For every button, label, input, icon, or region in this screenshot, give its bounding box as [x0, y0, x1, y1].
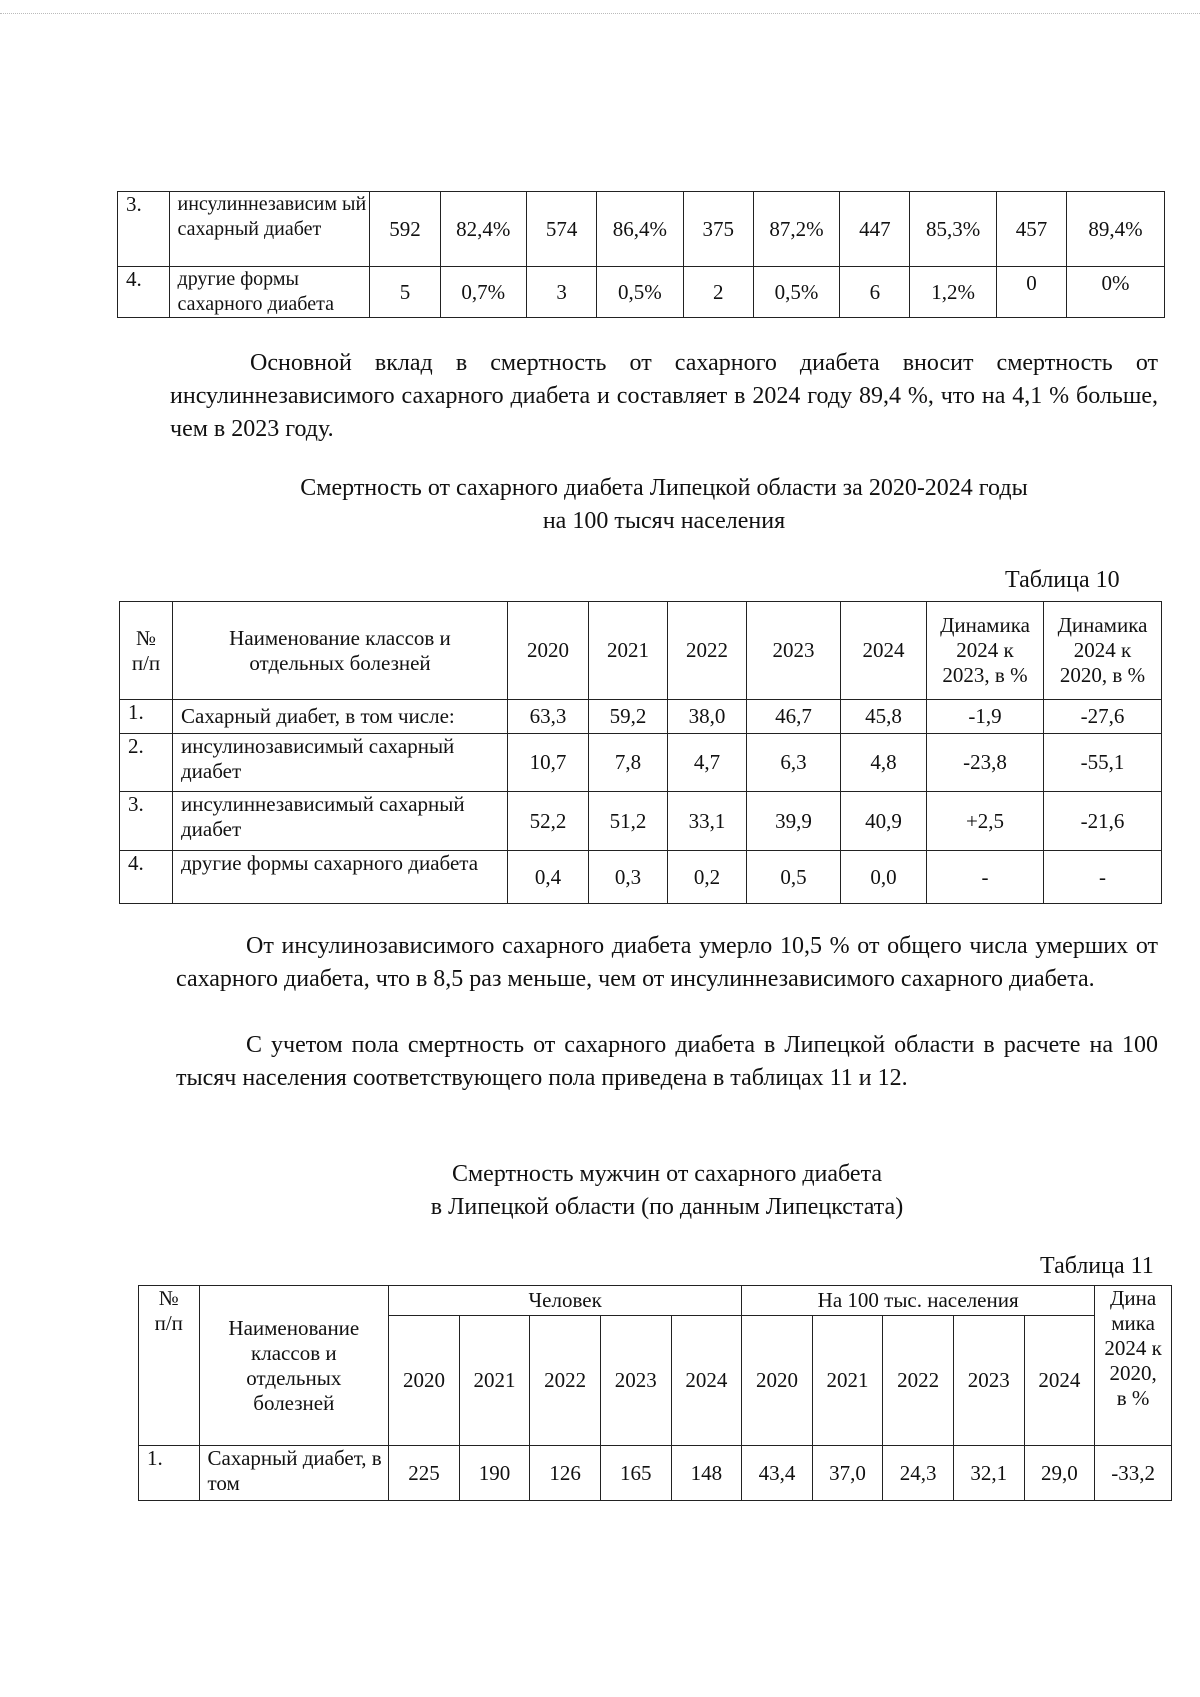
paragraph-2: От инсулинозависимого сахарного диабета умерло 10,5 % от общего числа умерших от сахарного диабета, что в 8,5 раз меньше, чем от инсулиннезависимого сахарного диабета.	[176, 933, 1158, 992]
table-cell: +2,5	[927, 792, 1044, 851]
paragraph-1: Основной вклад в смертность от сахарного диабета вносит смертность от инсулиннезависимого сахарного диабета и составляет в 2024 году 89,4 %, что на 4,1 % больше, чем в 2023 году.	[170, 350, 1158, 442]
table-cell: 0,3	[589, 851, 668, 904]
table-cell: 63,3	[508, 700, 589, 734]
table-cell: 0,0	[841, 851, 927, 904]
table-cell: -	[927, 851, 1044, 904]
table-cell: 0,2	[668, 851, 747, 904]
table-row	[120, 734, 1162, 792]
header-year: 2022	[530, 1316, 601, 1446]
row-number: 1.	[139, 1446, 200, 1501]
table-cell: -21,6	[1044, 792, 1162, 851]
table-cell: 0,5	[747, 851, 841, 904]
table-cell: 1,2%	[910, 267, 997, 318]
table-cell: 45,8	[841, 700, 927, 734]
table-cell: 574	[527, 192, 597, 267]
header-dynamics: Дина мика 2024 к 2020, в %	[1095, 1286, 1172, 1446]
header-year: 2020	[508, 602, 589, 700]
table-cell: 2	[683, 267, 753, 318]
table-cell: 447	[840, 192, 910, 267]
header-name: Наименование классов и отдельных болезней	[173, 602, 508, 700]
table-cell: 165	[600, 1446, 671, 1501]
header-number: № п/п	[139, 1286, 200, 1446]
scan-edge-line	[0, 13, 1200, 14]
row-number: 1.	[120, 700, 173, 734]
table-cell: 38,0	[668, 700, 747, 734]
header-year: 2023	[747, 602, 841, 700]
table-cell: 0	[996, 267, 1066, 318]
table-row	[139, 1446, 1172, 1501]
row-number: 3.	[118, 192, 170, 267]
table-cell: 375	[683, 192, 753, 267]
row-name: Сахарный диабет, в том числе:	[173, 700, 508, 734]
table-cell: 59,2	[589, 700, 668, 734]
row-name: инсулинозависимый сахарный диабет	[173, 734, 508, 792]
header-year: 2020	[389, 1316, 460, 1446]
table-top-continuation	[117, 191, 1165, 318]
header-year: 2022	[883, 1316, 954, 1446]
table-cell: 6,3	[747, 734, 841, 792]
table-10	[119, 601, 1162, 904]
heading-mortality-table-10	[170, 472, 1158, 538]
table-cell: -1,9	[927, 700, 1044, 734]
table-cell: 592	[370, 192, 440, 267]
header-year: 2023	[600, 1316, 671, 1446]
table-cell: 10,7	[508, 734, 589, 792]
header-year: 2024	[1024, 1316, 1095, 1446]
table-cell: 46,7	[747, 700, 841, 734]
table-cell: 0,4	[508, 851, 589, 904]
header-dynamics-2023: Динамика 2024 к 2023, в %	[927, 602, 1044, 700]
table-cell: -55,1	[1044, 734, 1162, 792]
row-number: 3.	[120, 792, 173, 851]
table-cell: 87,2%	[753, 192, 840, 267]
row-name: другие формы сахарного диабета	[173, 851, 508, 904]
table-cell: 4,8	[841, 734, 927, 792]
table-row	[118, 192, 1165, 267]
header-year: 2022	[668, 602, 747, 700]
table-cell: -33,2	[1095, 1446, 1172, 1501]
header-year: 2024	[841, 602, 927, 700]
header-number: № п/п	[120, 602, 173, 700]
table-cell: 0,5%	[597, 267, 684, 318]
table-cell: 3	[527, 267, 597, 318]
table-cell: 33,1	[668, 792, 747, 851]
table-row	[120, 851, 1162, 904]
table-cell: 7,8	[589, 734, 668, 792]
table-cell: 37,0	[812, 1446, 883, 1501]
header-year: 2021	[812, 1316, 883, 1446]
table-11	[138, 1285, 1172, 1501]
row-number: 4.	[118, 267, 170, 318]
table-header-row	[120, 602, 1162, 700]
table-cell: 32,1	[953, 1446, 1024, 1501]
row-number: 2.	[120, 734, 173, 792]
table-cell: 82,4%	[440, 192, 527, 267]
table-cell: 29,0	[1024, 1446, 1095, 1501]
table-cell: 190	[459, 1446, 530, 1501]
table-cell: 6	[840, 267, 910, 318]
header-year: 2023	[953, 1316, 1024, 1446]
table-11-caption: Таблица 11	[1040, 1253, 1154, 1279]
table-cell: 40,9	[841, 792, 927, 851]
table-cell: -	[1044, 851, 1162, 904]
header-year: 2024	[671, 1316, 742, 1446]
table-cell: 0%	[1067, 267, 1165, 318]
table-cell: 0,7%	[440, 267, 527, 318]
header-group-per-100k: На 100 тыс. населения	[742, 1286, 1095, 1316]
table-10-caption: Таблица 10	[1005, 567, 1120, 593]
table-cell: 0,5%	[753, 267, 840, 318]
heading-line-1: Смертность от сахарного диабета Липецкой области за 2020-2024 годы	[300, 475, 1028, 501]
heading-male-mortality	[176, 1158, 1158, 1224]
table-cell: 225	[389, 1446, 460, 1501]
table-cell: 4,7	[668, 734, 747, 792]
table-cell: 51,2	[589, 792, 668, 851]
table-row	[120, 792, 1162, 851]
table-cell: 5	[370, 267, 440, 318]
table-cell: 43,4	[742, 1446, 813, 1501]
header-name: Наименование классов и отдельных болезней	[199, 1286, 389, 1446]
table-cell: -23,8	[927, 734, 1044, 792]
header-year: 2021	[459, 1316, 530, 1446]
table-row	[120, 700, 1162, 734]
table-cell: 52,2	[508, 792, 589, 851]
header-dynamics-2020: Динамика 2024 к 2020, в %	[1044, 602, 1162, 700]
table-header-row	[139, 1286, 1172, 1316]
table-cell: 126	[530, 1446, 601, 1501]
table-cell: 86,4%	[597, 192, 684, 267]
header-year: 2021	[589, 602, 668, 700]
paragraph-3: С учетом пола смертность от сахарного диабета в Липецкой области в расчете на 100 тысяч населения соответствующего пола приведена в таблицах 11 и 12.	[176, 1032, 1158, 1091]
row-number: 4.	[120, 851, 173, 904]
heading-line-1: Смертность мужчин от сахарного диабета	[451, 1161, 883, 1187]
heading-line-2: на 100 тысяч населения	[542, 508, 786, 534]
table-cell: 457	[996, 192, 1066, 267]
table-cell: -27,6	[1044, 700, 1162, 734]
table-cell: 85,3%	[910, 192, 997, 267]
header-group-people: Человек	[389, 1286, 742, 1316]
table-cell: 89,4%	[1067, 192, 1165, 267]
table-cell: 39,9	[747, 792, 841, 851]
row-name: инсулиннезависимый сахарный диабет	[173, 792, 508, 851]
table-row	[118, 267, 1165, 318]
row-name: инсулиннезависим ый сахарный диабет	[169, 192, 370, 267]
heading-line-2: в Липецкой области (по данным Липецкстата)	[430, 1194, 904, 1220]
header-year: 2020	[742, 1316, 813, 1446]
table-cell: 24,3	[883, 1446, 954, 1501]
row-name: другие формы сахарного диабета	[169, 267, 370, 318]
row-name: Сахарный диабет, в том	[199, 1446, 389, 1501]
table-cell: 148	[671, 1446, 742, 1501]
